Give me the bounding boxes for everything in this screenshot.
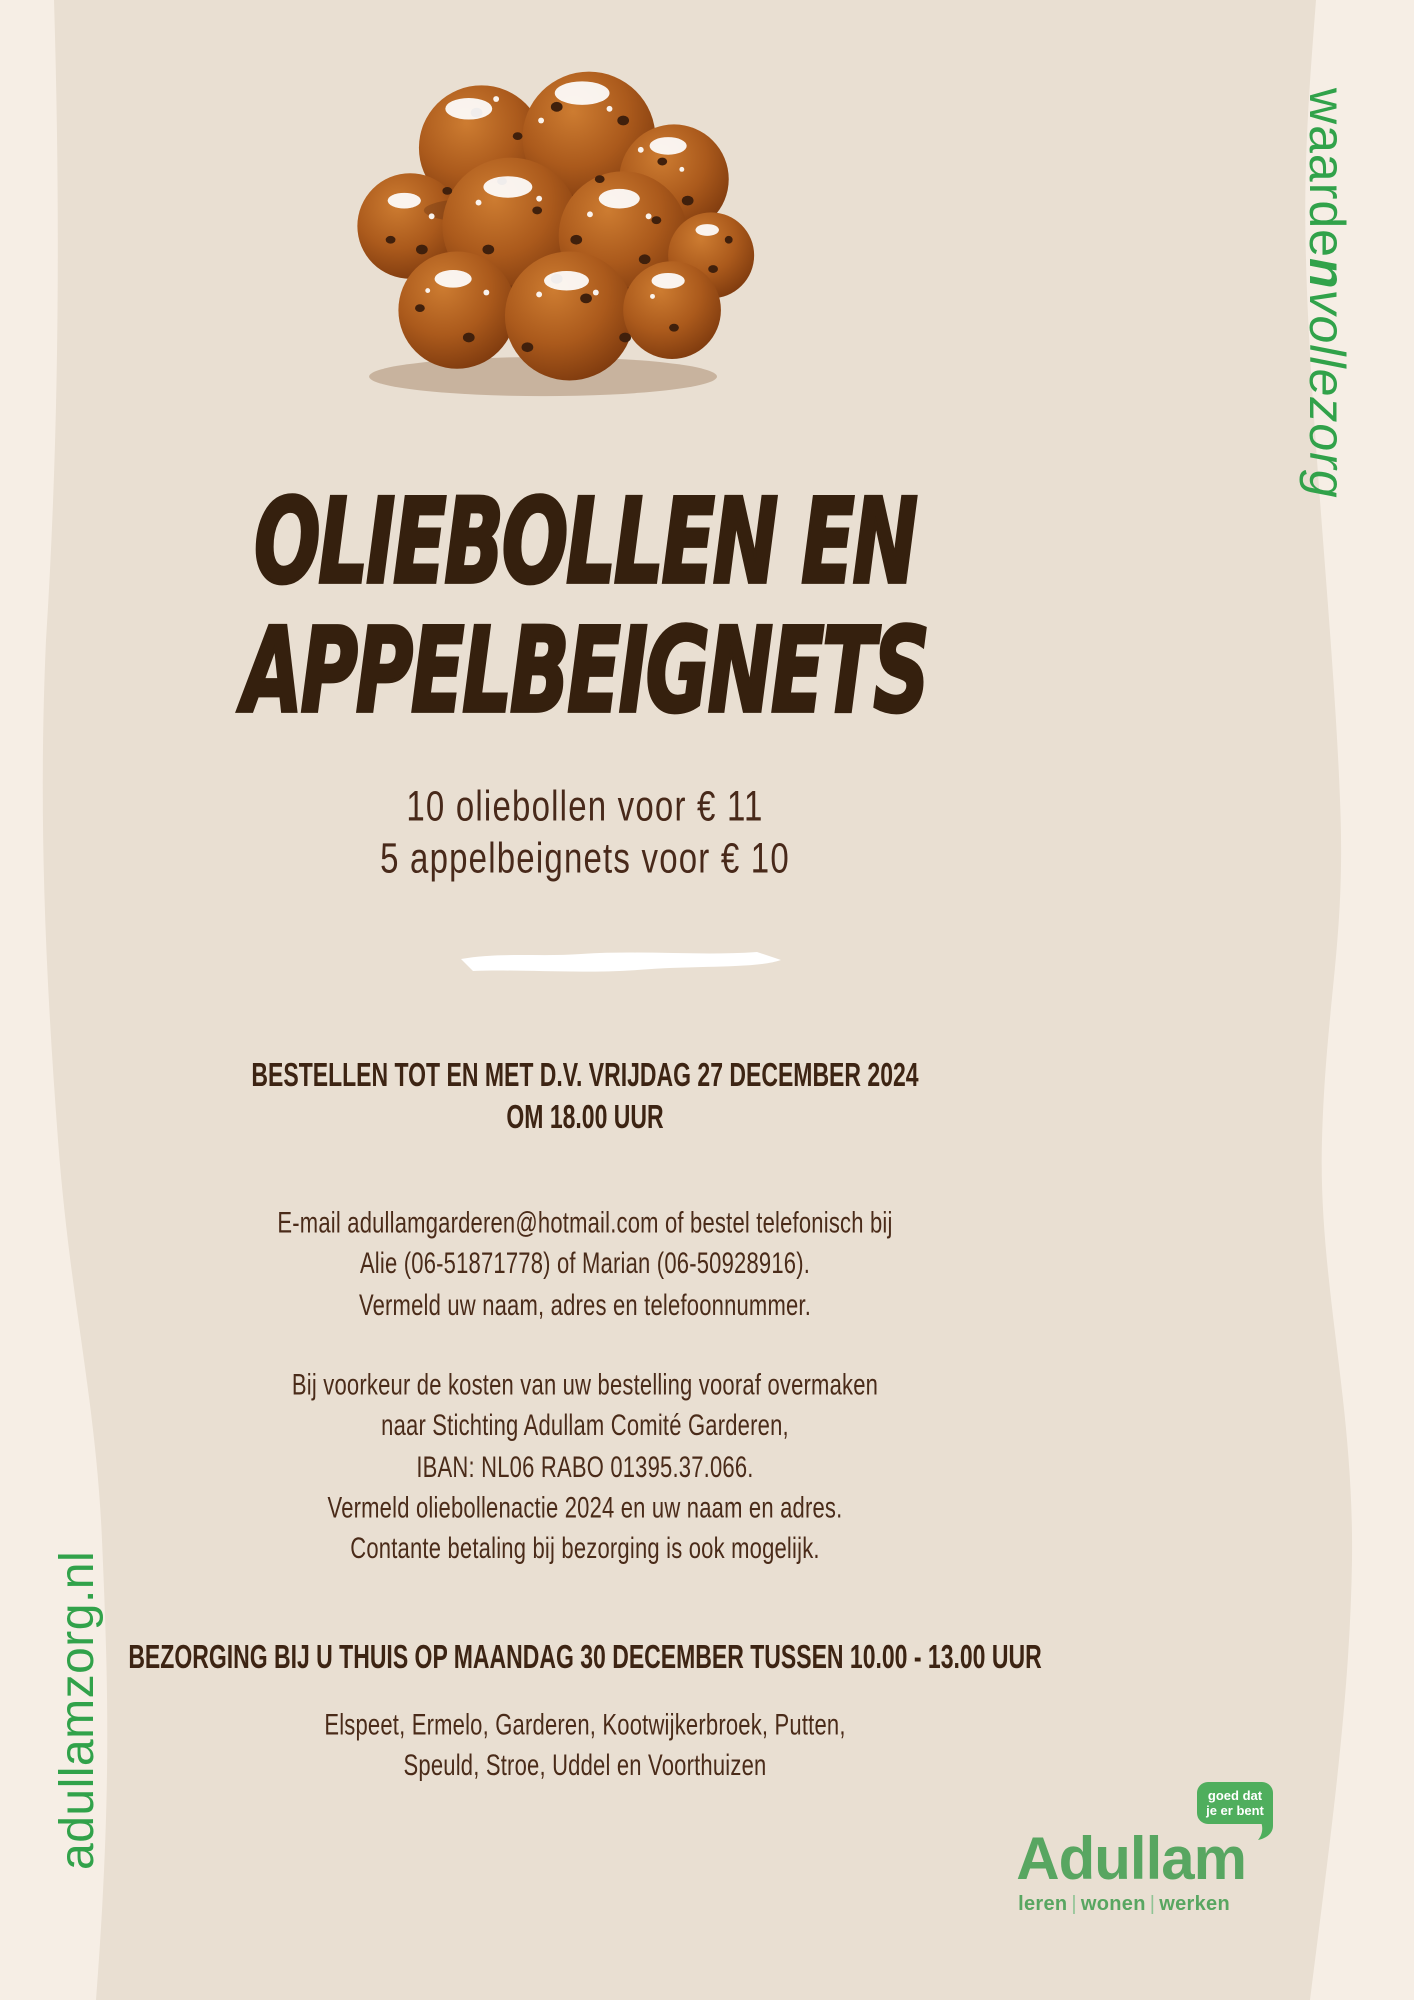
tagline-werken: werken: [1159, 1893, 1230, 1915]
tagline-separator: |: [1149, 1893, 1156, 1915]
bubble-line1: goed dat: [1207, 1788, 1263, 1803]
towns-line1: Elspeet, Ermelo, Garderen, Kootwijkerbroek, Putten,: [324, 1707, 846, 1742]
price-list: [80, 780, 1090, 884]
side-right-regular: waarde: [1299, 88, 1355, 258]
delivery-towns: [80, 1705, 1090, 1787]
payment-paragraph: [80, 1365, 1090, 1570]
tagline-leren: leren: [1018, 1893, 1068, 1915]
price-line-appelbeignets: 5 appelbeignets voor € 10: [380, 833, 790, 882]
side-right-italic: vollezorg: [1299, 289, 1355, 499]
title-line2: APPELBEIGNETS: [242, 604, 928, 740]
contact-line-email: E-mail adullamgarderen@hotmail.com of bestel telefonisch bij: [277, 1205, 893, 1240]
delivery-heading: BEZORGING BIJ U THUIS OP MAANDAG 30 DECEMBER TUSSEN 10.00 - 13.00 UUR: [128, 1637, 1042, 1676]
tagline-wonen: wonen: [1080, 1893, 1146, 1915]
side-text-adullamzorg-url: adullamzorg.nl: [51, 1550, 104, 1870]
payment-line1: Bij voorkeur de kosten van uw bestelling vooraf overmaken: [291, 1367, 879, 1402]
order-deadline-heading: [80, 1054, 1090, 1139]
bubble-line2: je er bent: [1206, 1802, 1264, 1818]
payment-line4: Vermeld oliebollenactie 2024 en uw naam en adres.: [327, 1490, 843, 1525]
brush-divider: [455, 945, 785, 977]
side-right-bold-n: n: [1299, 258, 1355, 290]
contact-paragraph: [80, 1203, 1090, 1326]
order-deadline-line2: OM 18.00 UUR: [506, 1098, 664, 1136]
logo-tagline: [1018, 1893, 1230, 1916]
towns-line2: Speuld, Stroe, Uddel en Voorthuizen: [403, 1748, 767, 1783]
contact-line-phones: Alie (06-51871778) of Marian (06-50928916).: [359, 1246, 811, 1281]
payment-line-iban: IBAN: NL06 RABO 01395.37.066.: [416, 1449, 754, 1484]
speech-bubble-tail-icon: [1257, 1822, 1273, 1840]
page-title: [80, 475, 1090, 740]
tagline-separator: |: [1071, 1893, 1077, 1915]
payment-line5: Contante betaling bij bezorging is ook mogelijk.: [350, 1531, 820, 1566]
order-deadline-line1: BESTELLEN TOT EN MET D.V. VRIJDAG 27 DECEMBER 2024: [251, 1055, 919, 1094]
oliebollen-photo: [330, 52, 760, 404]
price-line-oliebollen: 10 oliebollen voor € 11: [406, 781, 764, 830]
contact-line-note: Vermeld uw naam, adres en telefoonnummer.: [358, 1287, 812, 1322]
side-text-waardenvollezorg: [1300, 88, 1354, 608]
payment-line2: naar Stichting Adullam Comité Garderen,: [381, 1408, 789, 1443]
title-line1: OLIEBOLLEN EN: [254, 475, 916, 611]
logo-wordmark: Adullam: [1016, 1825, 1246, 1892]
speech-bubble: [1197, 1782, 1273, 1824]
